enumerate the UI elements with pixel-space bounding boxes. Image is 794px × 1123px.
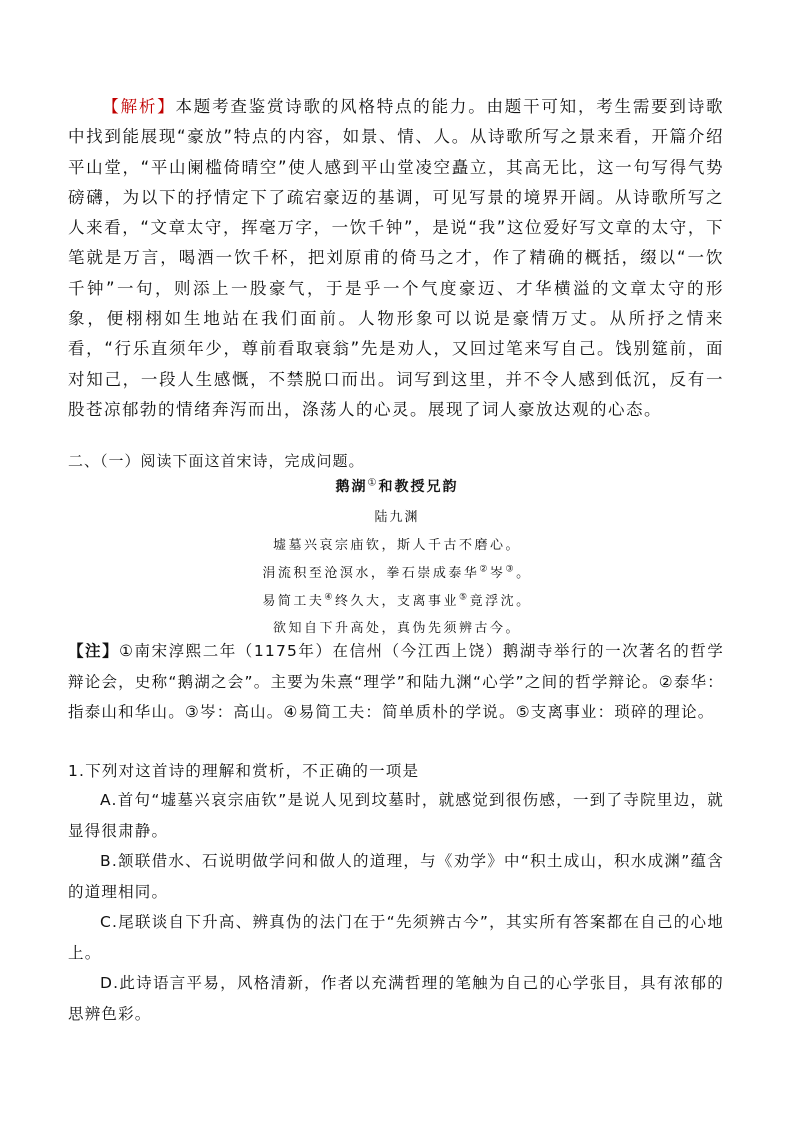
section-heading: 二、（一）阅读下面这首宋诗，完成问题。 bbox=[68, 452, 365, 470]
poem-line-2-note-mark-1: ② bbox=[479, 564, 490, 575]
poem-line-2-text-c: 。 bbox=[516, 566, 532, 581]
question-stem: 1.下列对这首诗的理解和赏析，不正确的一项是 bbox=[68, 762, 420, 780]
poem-line-3-text-c: 竟浮沈。 bbox=[469, 594, 532, 609]
poem-title bbox=[0, 476, 794, 496]
option-c-text: C.尾联谈自下升高、辨真伪的法门在于“先须辨古今”，其实所有答案都在自己的心地上。 bbox=[68, 913, 724, 962]
poem-title-part-a: 鹅湖 bbox=[335, 479, 368, 495]
option-d bbox=[68, 968, 724, 1029]
option-c bbox=[68, 907, 724, 968]
poem-line-3 bbox=[0, 590, 794, 609]
poem-line-3-text-b: 终久大，支离事业 bbox=[334, 594, 459, 609]
poem-line-2 bbox=[0, 562, 794, 581]
analysis-paragraph bbox=[68, 92, 724, 425]
poem-line-2-text-a: 涓流积至沧溟水，拳石崇成泰华 bbox=[262, 566, 480, 581]
poem-title-note-mark: ① bbox=[367, 477, 379, 489]
poem-line-2-note-mark-2: ③ bbox=[505, 564, 517, 575]
poem-line-2-text-b: 岑 bbox=[489, 566, 506, 581]
notes-paragraph bbox=[68, 636, 724, 728]
analysis-tag: 【解析】 bbox=[102, 97, 176, 116]
option-d-text: D.此诗语言平易，风格清新，作者以充满哲理的笔触为自己的心学张目，具有浓郁的思辨色彩。 bbox=[68, 974, 724, 1023]
poem-line-4: 欲知自下升高处，真伪先须辨古今。 bbox=[272, 621, 521, 636]
poem-line-3-note-mark-1: ④ bbox=[324, 592, 335, 603]
poem-author: 陆九渊 bbox=[374, 510, 420, 525]
poem-line-3-note-mark-2: ⑤ bbox=[459, 592, 470, 603]
notes-text: ①南宋淳熙二年（1175年）在信州（今江西上饶）鹅湖寺举行的一次著名的哲学辩论会，史称“鹅湖之会”。主要为朱熹“理学”和陆九渊“心学”之间的哲学辩论。②泰华：指泰山和华山。③岑：高山。④易简工夫：简单质朴的学说。⑤支离事业：琐碎的理论。 bbox=[68, 642, 724, 721]
analysis-text: 本题考查鉴赏诗歌的风格特点的能力。由题干可知，考生需要到诗歌中找到能展现“豪放”特点的内容，如景、情、人。从诗歌所写之景来看，开篇介绍平山堂，“平山阑槛倚晴空”使人感到平山堂凌空矗立，其高无比，这一句写得气势磅礴，为以下的抒情定下了疏宕豪迈的基调，可见写景的境界开阔。从诗歌所写之人来看，“文章太守，挥毫万字，一饮千钟”，是说“我”这位爱好写文章的太守，下笔就是万言，喝酒一饮千杯，把刘原甫的倚马之才，作了精确的概括，缀以“一饮千钟”一句，则添上一股豪气，于是乎一个气度豪迈、才华横溢的文章太守的形象，便栩栩如生地站在我们面前。人物形象可以说是豪情万丈。从所抒之情来看，“行乐直须年少，尊前看取衰翁”先是劝人，又回过笔来写自己。饯别筵前，面对知己，一段人生感慨，不禁脱口而出。词写到这里，并不令人感到低沉，反有一股苍凉郁勃的情绪奔泻而出，涤荡人的心灵。展现了词人豪放达观的心态。 bbox=[68, 97, 725, 419]
poem-line-1: 墟墓兴哀宗庙钦，斯人千古不磨心。 bbox=[272, 538, 521, 553]
notes-tag: 【注】 bbox=[68, 642, 120, 660]
option-b-text: B.颔联借水、石说明做学问和做人的道理，与《劝学》中“积土成山，积水成渊”蕴含的道理相同。 bbox=[68, 852, 724, 901]
option-b bbox=[68, 846, 724, 907]
option-a-text: A.首句“墟墓兴哀宗庙钦”是说人见到坟墓时，就感觉到很伤感，一到了寺院里边，就显得很肃静。 bbox=[68, 791, 724, 840]
poem-title-part-b: 和教授兄韵 bbox=[378, 479, 459, 495]
poem-line-3-text-a: 易简工夫 bbox=[262, 594, 325, 609]
option-a bbox=[68, 785, 724, 846]
